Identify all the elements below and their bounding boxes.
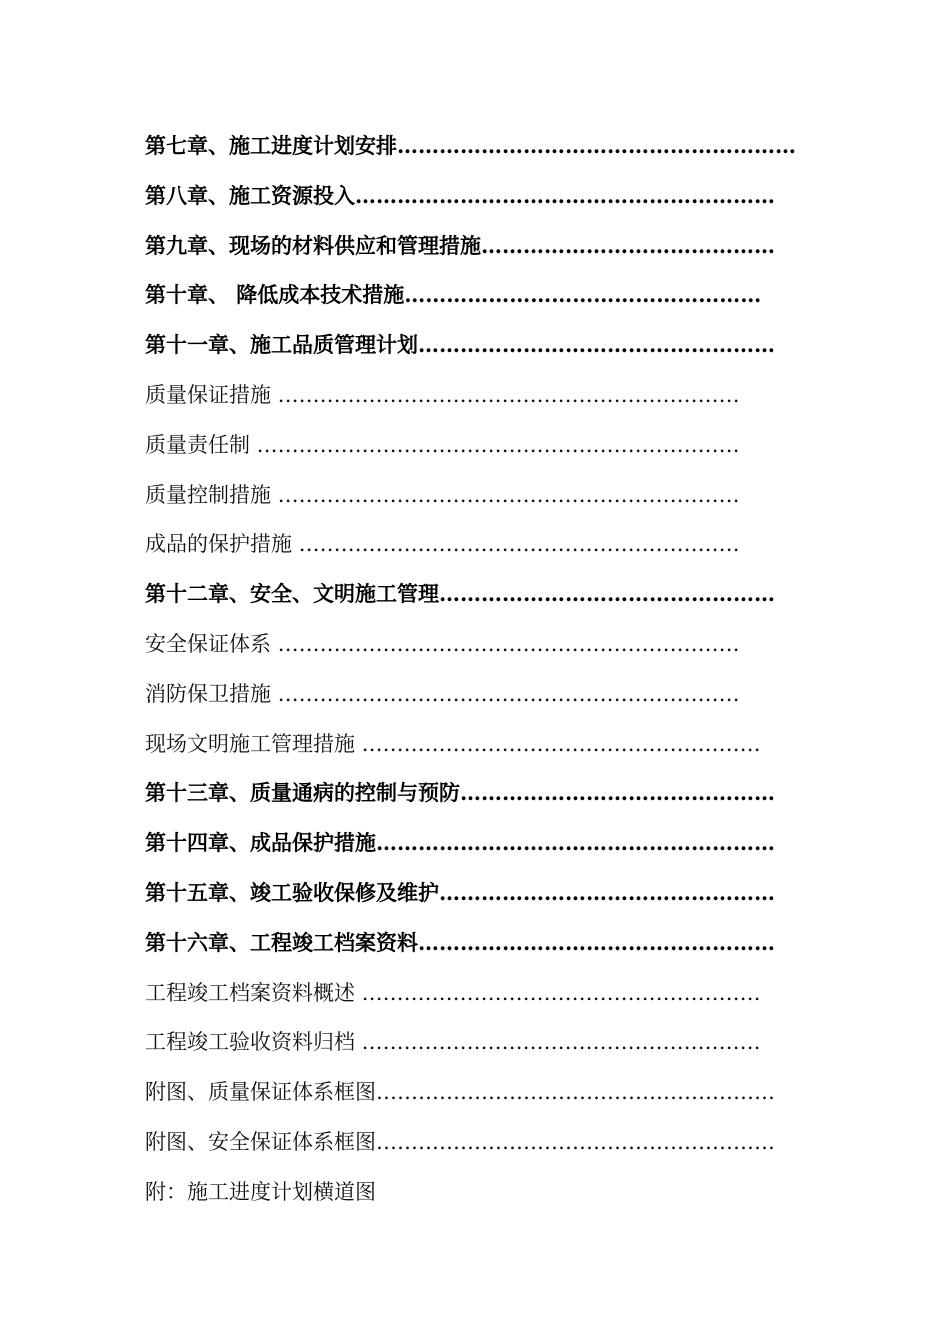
toc-entry-chapter-15[interactable]: 第十五章、竣工验收保修及维护………………………………………… (145, 879, 775, 905)
toc-entry-chapter-10[interactable]: 第十章、 降低成本技术措施…………………………………………… (145, 282, 762, 308)
toc-entry-chapter-9[interactable]: 第九章、现场的材料供应和管理措施…………………………………… (145, 232, 775, 258)
toc-entry-chapter-12[interactable]: 第十二章、安全、文明施工管理………………………………………… (145, 581, 775, 607)
toc-entry-section[interactable]: 消防保卫措施 ………………………………………………………… (145, 681, 740, 706)
toc-entry-appendix[interactable]: 附图、安全保证体系框图………………………………………………… (145, 1129, 775, 1154)
table-of-contents (145, 124, 845, 1220)
toc-entry-section[interactable]: 质量责任制 …………………………………………………………… (145, 432, 740, 457)
toc-entry-chapter-7[interactable]: 第七章、施工进度计划安排………………………………………………… (145, 133, 796, 158)
toc-entry-appendix[interactable]: 附图、质量保证体系框图………………………………………………… (145, 1080, 775, 1105)
toc-entry-chapter-13[interactable]: 第十三章、质量通病的控制与预防……………………………………… (145, 780, 775, 806)
toc-entry-section[interactable]: 安全保证体系 ………………………………………………………… (145, 631, 740, 656)
toc-entry-appendix[interactable]: 附：施工进度计划横道图 (145, 1179, 376, 1204)
toc-entry-chapter-16[interactable]: 第十六章、工程竣工档案资料…………………………………………… (145, 929, 775, 955)
toc-entry-section[interactable]: 现场文明施工管理措施 ………………………………………………… (145, 731, 761, 756)
toc-entry-section[interactable]: 质量控制措施 ………………………………………………………… (145, 482, 740, 507)
toc-entry-section[interactable]: 工程竣工验收资料归档 ………………………………………………… (145, 1030, 761, 1055)
toc-entry-chapter-8[interactable]: 第八章、施工资源投入…………………………………………………… (145, 182, 775, 208)
toc-entry-section[interactable]: 工程竣工档案资料概述 ………………………………………………… (145, 980, 761, 1005)
toc-entry-chapter-14[interactable]: 第十四章、成品保护措施………………………………………………… (145, 830, 775, 856)
toc-entry-section[interactable]: 成品的保护措施 ……………………………………………………… (145, 532, 740, 557)
toc-entry-section[interactable]: 质量保证措施 ………………………………………………………… (145, 382, 740, 407)
toc-entry-chapter-11[interactable]: 第十一章、施工品质管理计划…………………………………………… (145, 332, 775, 358)
